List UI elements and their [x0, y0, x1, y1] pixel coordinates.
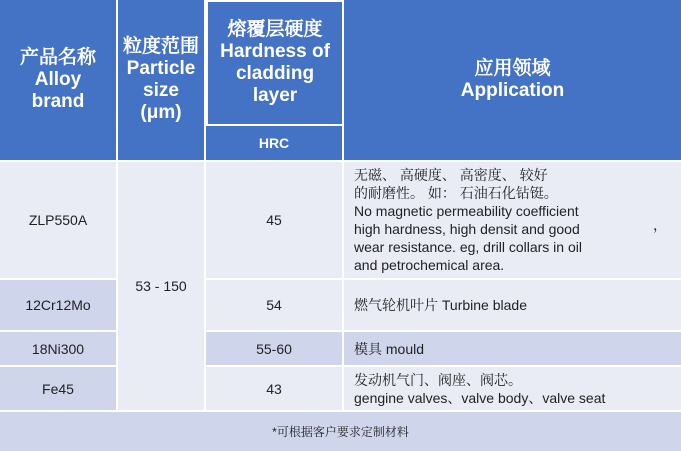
application-line: high hardness, high densit and good [354, 221, 580, 237]
hardness-value: 54 [266, 297, 282, 313]
alloy-name: ZLP550A [28, 212, 88, 228]
hardness-cell-fe45 [206, 367, 344, 412]
hardness-cell-18ni300 [206, 332, 344, 367]
header-particle-size [118, 0, 206, 162]
application-line: 模具 mould [354, 340, 425, 357]
header-hrc [206, 126, 344, 162]
particle-size-value: 53 - 150 [135, 278, 187, 294]
application-line: 发动机气门、阀座、阀芯。 [354, 371, 522, 388]
alloy-cell-fe45 [0, 367, 118, 412]
header-hardness-en1: Hardness of [220, 41, 330, 62]
header-alloy-cn: 产品名称 [19, 47, 96, 68]
footer-note [0, 412, 681, 453]
particle-size-cell [118, 162, 206, 412]
stray-mark: ， [653, 217, 667, 233]
application-line: wear resistance. eg, drill collars in oil [354, 239, 582, 255]
header-alloy-en2: brand [31, 91, 85, 112]
header-application [344, 0, 681, 162]
application-cell-12cr12mo [344, 280, 681, 332]
header-alloy-brand [0, 0, 118, 162]
application-cell-18ni300 [344, 332, 681, 367]
alloy-cell-18ni300 [0, 332, 118, 367]
application-line: No magnetic permeability coefficient [354, 203, 579, 219]
alloy-name: 12Cr12Mo [25, 297, 91, 313]
alloy-name: Fe45 [42, 380, 74, 397]
header-app-cn: 应用领域 [474, 58, 551, 79]
header-particle-cn: 粒度范围 [122, 36, 199, 57]
application-line: 燃气轮机叶片 Turbine blade [354, 297, 527, 313]
hardness-value: 45 [266, 212, 282, 228]
application-line: and petrochemical area. [354, 257, 505, 273]
alloy-cell-12cr12mo [0, 280, 118, 332]
hardness-value: 43 [266, 380, 282, 397]
hardness-value: 55-60 [256, 340, 292, 357]
header-particle-unit: (μm) [140, 102, 182, 123]
hardness-cell-zlp550a [206, 162, 344, 280]
application-line: 的耐磨性。 如： 石油石化钻铤。 [354, 185, 558, 201]
footer-text: *可根据客户要求定制材料 [272, 425, 409, 439]
alloy-cell-zlp550a [0, 162, 118, 280]
application-line: gengine valves、valve body、valve seat [354, 389, 606, 406]
hardness-cell-12cr12mo [206, 280, 344, 332]
header-particle-en1: Particle [126, 58, 196, 79]
header-hardness-cn: 熔覆层硬度 [227, 19, 323, 40]
alloy-name: 18Ni300 [31, 340, 85, 357]
application-line: 无磁、 高硬度、 高密度、 较好 [354, 167, 548, 183]
header-app-en: Application [460, 80, 565, 101]
header-alloy-en1: Alloy [34, 69, 82, 90]
header-hardness [206, 0, 344, 126]
header-particle-en2: size [143, 80, 179, 101]
header-hardness-en2: cladding [235, 63, 315, 84]
header-hrc-label: HRC [258, 135, 290, 151]
application-cell-fe45 [344, 367, 681, 412]
header-hardness-en3: layer [252, 85, 298, 106]
application-cell-zlp550a [344, 162, 681, 280]
